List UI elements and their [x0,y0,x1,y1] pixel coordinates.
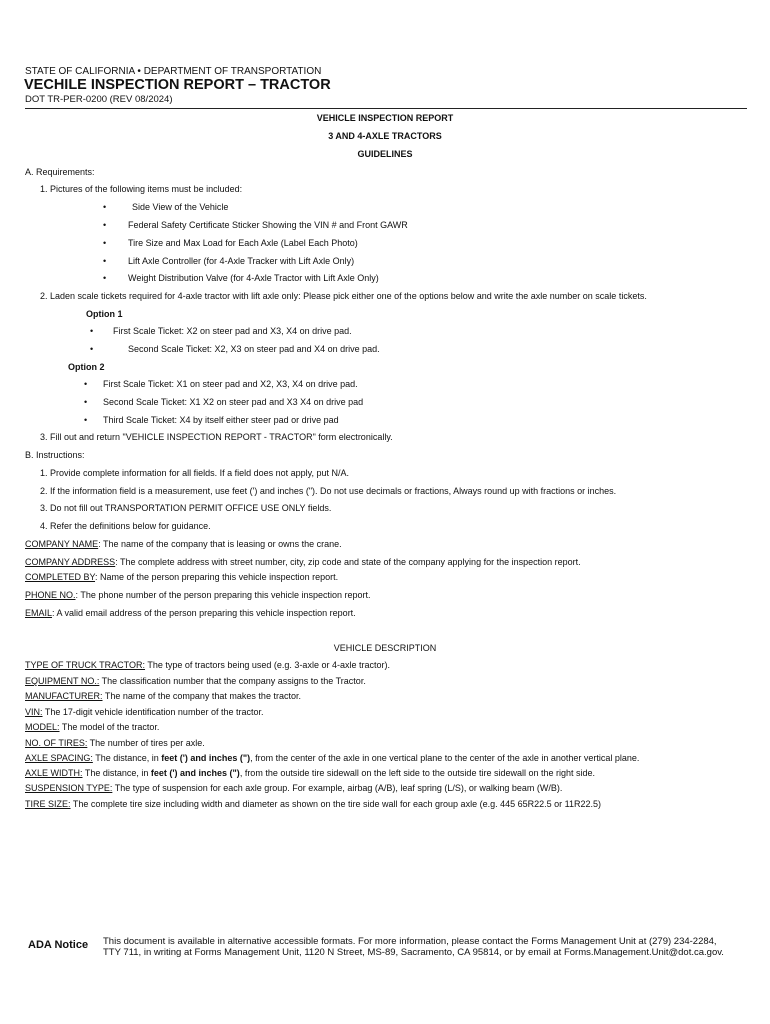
bullet-icon: • [90,344,94,354]
bullet-icon: • [84,397,88,407]
bullet-icon: • [84,379,88,389]
definition-no-of-tires: NO. OF TIRES: The number of tires per axle. [25,738,205,748]
bullet-icon: • [103,256,107,266]
option-2-label: Option 2 [68,362,105,372]
instructions-label: B. Instructions: [25,450,85,460]
definition-completed-by: COMPLETED BY: Name of the person preparing this vehicle inspection report. [25,572,339,582]
option-2-ticket: Third Scale Ticket: X4 by itself either steer pad or drive pad [103,415,339,425]
bullet-icon: • [103,273,107,283]
definition-company-name: COMPANY NAME: The name of the company that is leasing or owns the crane. [25,539,342,549]
instruction-item: 2. If the information field is a measurement, use feet (') and inches ("). Do not use decimals or fractions, Always round up with fractions or inches. [40,486,617,496]
agency-line: STATE OF CALIFORNIA • DEPARTMENT OF TRANSPORTATION [25,66,322,77]
definition-suspension-type: SUSPENSION TYPE: The type of suspension for each axle group. For example, airbag (A/B), leaf spring (L/S), or walking beam (W/B). [25,783,563,793]
definition-model: MODEL: The model of the tractor. [25,722,160,732]
instruction-item: 4. Refer the definitions below for guidance. [40,521,211,531]
requirements-label: A. Requirements: [25,167,95,177]
bullet-icon: • [103,238,107,248]
bullet-icon: • [103,202,107,212]
option-1-ticket: First Scale Ticket: X2 on steer pad and X3, X4 on drive pad. [113,326,352,336]
document-title: VECHILE INSPECTION REPORT – TRACTOR [24,77,331,93]
heading-axle-tractors: 3 AND 4-AXLE TRACTORS [328,131,442,141]
definition-axle-width: AXLE WIDTH: The distance, in feet (') and inches ("), from the outside tire sidewall on the left side to the outside tire sidewall on the right side. [25,768,596,778]
instruction-item: 3. Do not fill out TRANSPORTATION PERMIT OFFICE USE ONLY fields. [40,503,332,513]
requirement-item-2: 2. Laden scale tickets required for 4-axle tractor with lift axle only: Please pick either one of the options below and write the axle number on scale tickets. [40,291,647,301]
requirement-bullet: Weight Distribution Valve (for 4-Axle Tractor with Lift Axle Only) [128,273,379,283]
ada-notice-line: TTY 711, in writing at Forms Management Unit, 1120 N Street, MS-89, Sacramento, CA 95814, or by email at Forms.Management.Unit@dot.ca.gov. [103,947,724,958]
requirement-bullet: Lift Axle Controller (for 4-Axle Tracker with Lift Axle Only) [128,256,355,266]
bullet-icon: • [90,326,94,336]
form-number: DOT TR-PER-0200 (REV 08/2024) [25,94,173,105]
requirement-item-3: 3. Fill out and return "VEHICLE INSPECTION REPORT - TRACTOR" form electronically. [40,432,393,442]
requirement-bullet: Side View of the Vehicle [132,202,229,212]
ada-notice-label: ADA Notice [28,939,89,951]
heading-report: VEHICLE INSPECTION REPORT [316,113,454,123]
requirement-item-1: 1. Pictures of the following items must be included: [40,184,243,194]
bullet-icon: • [84,415,88,425]
definition-tire-size: TIRE SIZE: The complete tire size including width and diameter as shown on the tire side wall for each group axle (e.g. 445 65R22.5 or 11R22.5) [25,799,601,809]
vehicle-description-heading: VEHICLE DESCRIPTION [333,643,437,653]
bullet-icon: • [103,220,107,230]
definition-phone-no: PHONE NO.: The phone number of the person preparing this vehicle inspection report. [25,590,371,600]
requirement-bullet: Federal Safety Certificate Sticker Showing the VIN # and Front GAWR [128,220,408,230]
definition-axle-spacing: AXLE SPACING: The distance, in feet (') and inches ("), from the center of the axle in one vertical plane to the center of the axle in another vertical plane. [25,753,640,763]
definition-truck-tractor-type: TYPE OF TRUCK TRACTOR: The type of tractors being used (e.g. 3-axle or 4-axle tractor). [25,660,390,670]
requirement-bullet: Tire Size and Max Load for Each Axle (Label Each Photo) [128,238,358,248]
definition-manufacturer: MANUFACTURER: The name of the company that makes the tractor. [25,691,301,701]
instruction-item: 1. Provide complete information for all fields. If a field does not apply, put N/A. [40,468,349,478]
option-2-ticket: First Scale Ticket: X1 on steer pad and X2, X3, X4 on drive pad. [103,379,358,389]
option-1-label: Option 1 [86,309,123,319]
option-1-ticket: Second Scale Ticket: X2, X3 on steer pad and X4 on drive pad. [128,344,380,354]
definition-company-address: COMPANY ADDRESS: The complete address with street number, city, zip code and state of the company applying for the inspection report. [25,557,581,567]
definition-vin: VIN: The 17-digit vehicle identification number of the tractor. [25,707,264,717]
definition-email: EMAIL: A valid email address of the person preparing this vehicle inspection report. [25,608,356,618]
header-divider [25,108,747,109]
definition-equipment-no: EQUIPMENT NO.: The classification number that the company assigns to the Tractor. [25,676,366,686]
ada-notice-line: This document is available in alternative accessible formats. For more information, please contact the Forms Management Unit at (279) 234-2284, [103,936,717,947]
heading-guidelines: GUIDELINES [357,149,413,159]
option-2-ticket: Second Scale Ticket: X1 X2 on steer pad and X3 X4 on drive pad [103,397,364,407]
